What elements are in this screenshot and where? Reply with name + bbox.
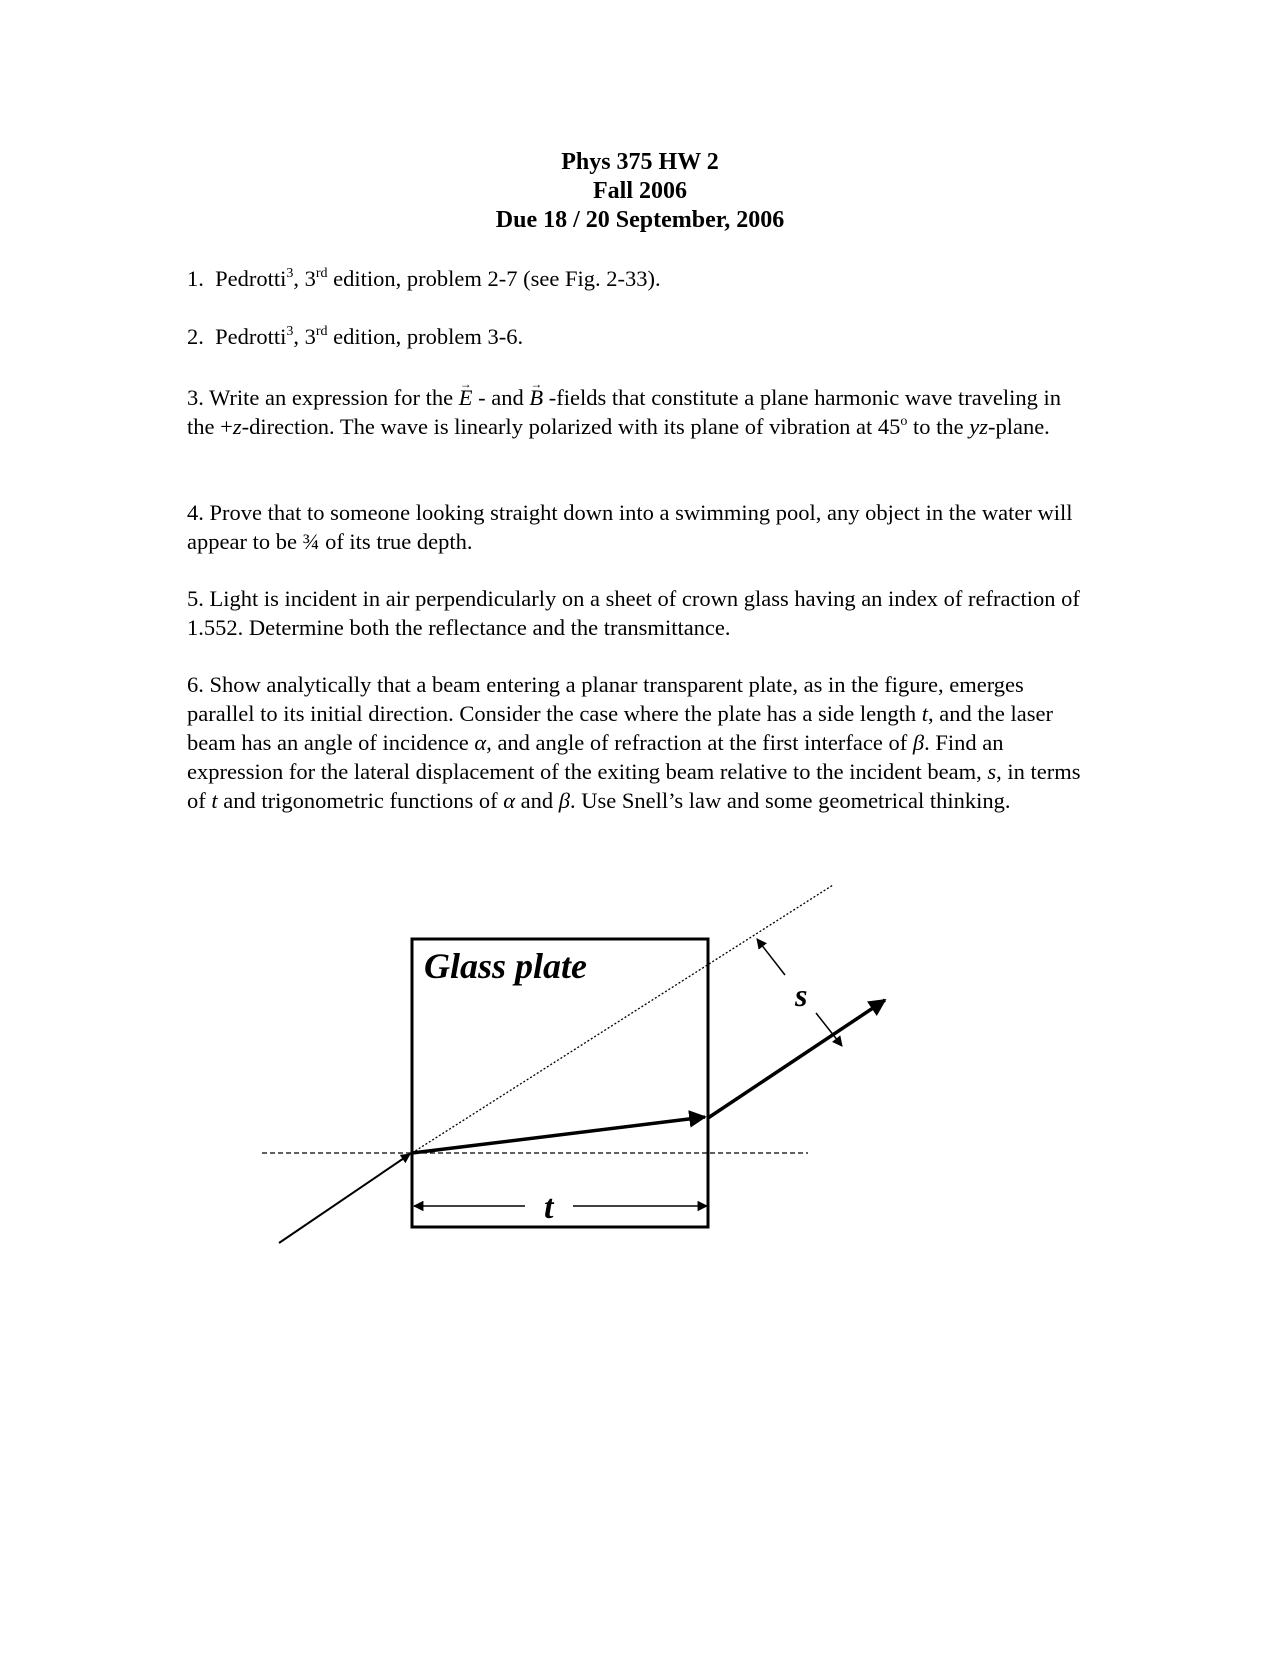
glass-plate-diagram: [0, 860, 1280, 1300]
refracted-beam: [412, 1117, 705, 1153]
course-title: Phys 375 HW 2: [561, 149, 719, 175]
problem-3: 3. Write an expression for the → E - and → B -fields that constitute a plane harmonic wave traveling in the +z-direction. The wave is linearly polarized with its plane of vibration at 45$^o$ to the yz-plane.: [187, 383, 1087, 441]
problem-6: 6. Show analytically that a beam entering a planar transparent plate, as in the figure, emerges parallel to its initial direction. Consider the case where the plate has a side length t, and the laser beam has an angle of incidence α, and angle of refraction at the first interface of β. Find an expression for the lateral displacement of the exiting beam relative to the incident beam, s, in terms of t and trigonometric functions of α and β. Use Snell’s law and some geometrical thinking.: [187, 672, 1081, 813]
exiting-beam: [708, 1000, 885, 1118]
e-field-symbol: → E: [459, 383, 473, 412]
term: Fall 2006: [593, 178, 687, 204]
problem-2: 2. Pedrotti$^3$, 3rd edition, problem 3-6.: [187, 324, 524, 349]
problem-4: 4. Prove that to someone looking straight down into a swimming pool, any object in the water will appear to be ¾ of its true depth.: [187, 500, 1073, 554]
s-arrow-upper: [757, 939, 785, 975]
document-header: [0, 148, 1280, 235]
incident-beam: [279, 1154, 410, 1243]
problem-1: 1. Pedrotti$^3$, 3rd edition, problem 2-7 (see Fig. 2-33).: [187, 266, 661, 291]
problem-5: 5. Light is incident in air perpendicularly on a sheet of crown glass having an index of refraction of 1.552. Determine both the reflectance and the transmittance.: [187, 586, 1080, 640]
s-label: s: [795, 977, 808, 1013]
glass-plate-label: Glass plate: [424, 946, 588, 986]
incident-extension-line: [412, 885, 833, 1153]
b-field-symbol: → B: [529, 383, 543, 412]
due-date: Due 18 / 20 September, 2006: [495, 207, 785, 233]
t-label: t: [544, 1189, 554, 1226]
